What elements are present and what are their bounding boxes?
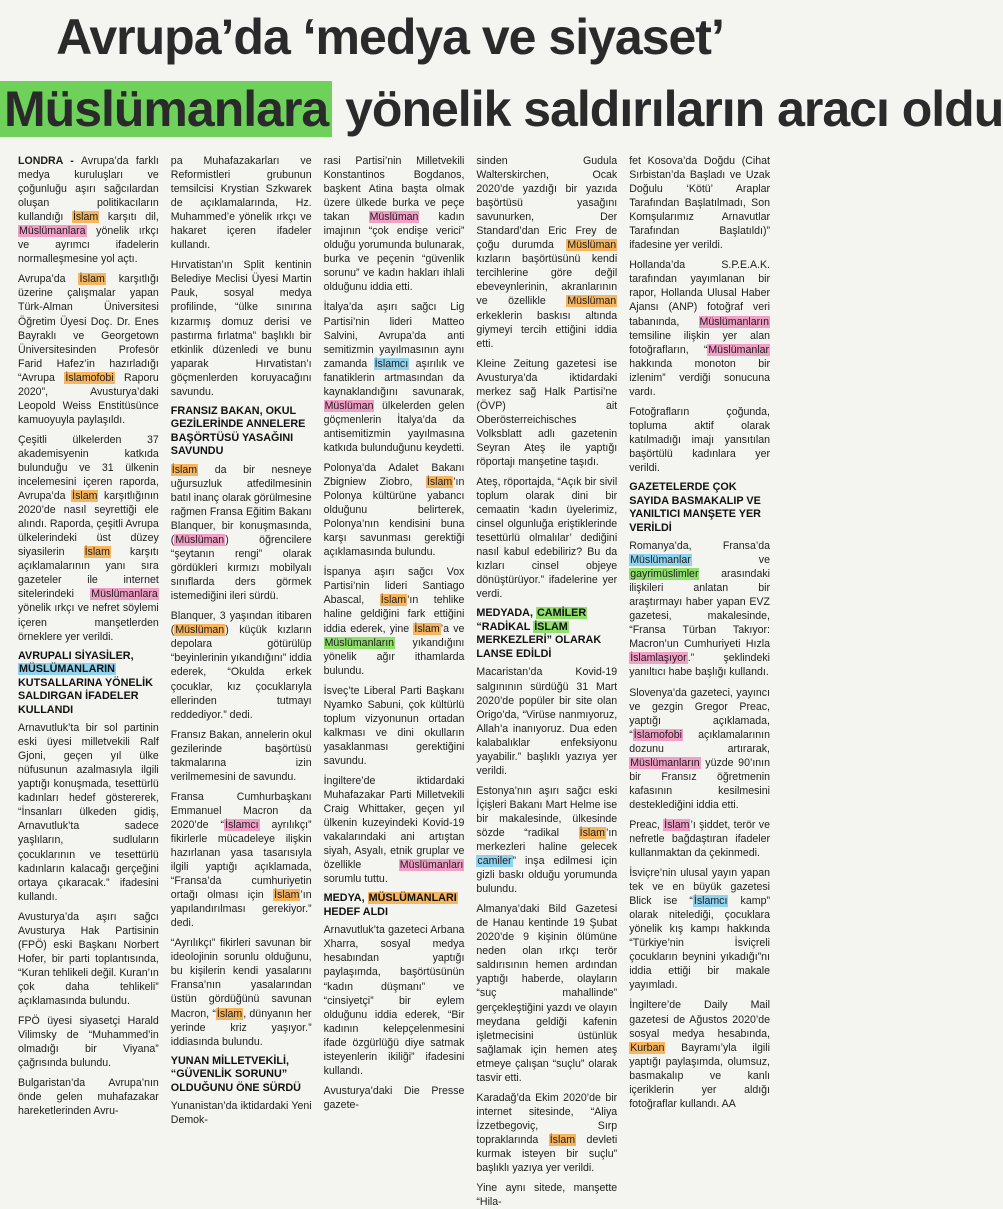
text: sinden Gudula Walterskirchen, Ocak 2020’de yazdığı bir yazıda başörtüsü yasağını savunurken, Der Standard’dan Eric Frey de çoğu durumda	[476, 155, 618, 252]
paragraph	[476, 1091, 617, 1175]
text: kamp” olarak nitelediği, çocuklara yönelik kış kampı hakkında “Türkiye’nin İsviçreli çocukların beynini yıkadığı”nı iddia ettiği bir makale yayımladı.	[629, 895, 770, 992]
paragraph: Macaristan’da Kovid-19 salgınının sürdüğü 31 Mart 2020’de popüler bir site olan Origo’da, “Virüse nanmıyoruz, Allah’a inanıyoruz. Dua eden kalabalıklar enfeksiyonu yayabilir.” başlıklı yazıya yer verildi.	[476, 666, 618, 777]
highlight: İslamofobi	[633, 728, 683, 741]
paragraph	[629, 258, 770, 398]
paragraph: Arnavutluk’ta gazeteci Arbana Xharra, sosyal medya hesabından yaptığı paylaşımda, başörtüsünün “kadın düşmanı” ve “cinsiyetçi” bir eylem olduğunu iddia ederek, “Bir kadının kelepçelenmesini ifade özgürlüğü diye satmak isteyenlerin ikiliği” ifadesini kullandı.	[323, 924, 465, 1077]
paragraph: İsveç’te Liberal Parti Başkanı Nyamko Sabuni, çok kültürlü toplum vizyonunun ortadan kalkması ve dini okulların yasaklanması gerektiğini savundu.	[323, 684, 465, 767]
text: Estonya’nın aşırı sağcı eski İçişleri Bakanı Mart Helme ise bir makalesinde, ülkesinde sözde “radikal	[476, 784, 618, 839]
text: arasındaki ilişkileri anlatan bir araştırmayı haber yapan EVZ gazetesi, makalesinde, “Fransa Türban Takıyor: Macron’un Cumhuriyeti Hızla	[629, 568, 770, 651]
article-columns	[18, 154, 770, 1209]
text: temsiline ilişkin yer alan fotoğrafların, “	[629, 329, 770, 356]
text: Raporu 2020”, Avusturya’daki Leopold Weiss Enstitüsünce kamuoyuyla paylaşıldı.	[18, 371, 159, 426]
headline-line-2	[0, 76, 1003, 144]
highlight: MÜSLÜMANLARI	[368, 892, 457, 905]
highlight: İslam	[380, 594, 407, 607]
column-2	[170, 154, 312, 1127]
text: rasi Partisi’nin Milletvekili Konstantinos Bogdanos, başkent Atina başta olmak üzere ülkede burka ve peçe takan	[323, 155, 465, 224]
highlight: Müslüman	[567, 239, 617, 252]
paragraph: Yunanistan’da iktidardaki Yeni Demok-	[170, 1100, 312, 1127]
highlight: İslamcı	[225, 818, 259, 831]
paragraph	[324, 461, 465, 559]
paragraph: Hırvatistan’ın Split kentinin Belediye Meclisi Üyesi Martin Pauk, sosyal medya profilinde, “ülke sınırına kızarmış domuz derisi ve pastırma fırlatma” başlıklı bir etkinlik düzenledi ve bunu yaparak Hırvatistan’ı göçmenlerden koruyacağını savundu.	[170, 259, 312, 398]
column-3	[323, 154, 465, 1111]
text: sorumlu tuttu.	[323, 873, 388, 886]
paragraph: Avusturya’daki Die Presse gazete-	[323, 1084, 465, 1111]
highlight: Müslüman	[175, 624, 225, 637]
highlight: İSLAM	[534, 620, 568, 633]
subheading	[324, 892, 465, 919]
text: Slovenya’da gazeteci, yayıncı ve gezgin Gregor Preac, yaptığı açıklamada, “	[629, 686, 770, 741]
text: HEDEF ALDI	[323, 905, 388, 918]
text: kadın imajının “çok endişe verici” olduğu yorumunda bulunarak, burka ve peçenin “güvenlik sorunu” ve kadın hakları ihlali olduğunu iddia etti.	[323, 211, 465, 294]
paragraph: pa Muhafazakarları ve Reformistleri grubunun temsilcisi Krystian Szkwarek de açıklamalarında, Hz. Muhammed’e yönelik ırkçı ve hakaret içeren ifadeler kullandı.	[170, 155, 312, 252]
text: devleti kurmak isteyen bir suçlu” başlıklı yazıya yer verildi.	[476, 1133, 618, 1175]
text: erkeklerin baskısı altında giymeyi tercih ettiğini iddia etti.	[476, 309, 618, 350]
highlight: İslam	[171, 463, 198, 476]
highlight: İslamlaşıyor	[630, 652, 687, 665]
text: İsviçre’nin ulusal yayın yapan tek ve en büyük gazetesi Blick ise “	[629, 867, 770, 908]
text: karşıtlığı üzerine çalışmalar yapan Türk-Alman Üniversitesi Öğretim Üyesi Doç. Dr. Enes Bayraklı ve Georgetown Üniversitesinden Profesör Farid Hafez’in hazırladığı “Avrupa	[18, 273, 159, 384]
highlight: Müslümanların	[699, 315, 769, 328]
text: yıkandığını yönelik ağır ithamlarda bulundu.	[323, 636, 465, 677]
paragraph	[629, 818, 770, 860]
paragraph	[324, 774, 465, 886]
paragraph	[171, 790, 312, 930]
highlight: İslam	[84, 546, 110, 559]
paragraph	[18, 154, 159, 266]
highlight: İslam	[274, 889, 300, 902]
paragraph	[18, 433, 159, 644]
paragraph	[324, 154, 465, 294]
paragraph	[629, 686, 770, 812]
highlight: İslam	[579, 826, 605, 839]
highlight: Müslümanların	[324, 636, 395, 649]
text: ) küçük kızların depolara götürülüp “beyinlerinin yıkandığını” iddia ederek, “Okulda erkek çocuklar, kız çocuklarıyla ellerinden tutmayı reddediyor.” dedi.	[170, 624, 312, 721]
highlight: MÜSLÜMANLARIN	[19, 663, 115, 676]
text: İspanya aşırı sağcı Vox Partisi’nin lideri Santiago Abascal,	[323, 566, 465, 607]
paragraph	[171, 463, 312, 603]
text: ayrılıkçı” fikirlerle mücadeleye ilişkin hazırlanan yasa tasarısıyla ilgili yaptığı açıklamada, “Fransa’da cumhuriyetin ortağı olması için	[170, 818, 312, 902]
text: karşıtı dil,	[99, 211, 159, 224]
paragraph	[324, 565, 465, 677]
text: açıklamalarının dozunu artırarak,	[629, 728, 770, 755]
text: Avrupa’da	[18, 273, 79, 286]
text: AVRUPALI SİYASİLER,	[18, 649, 134, 662]
highlight: İslamofobi	[65, 371, 114, 384]
paragraph	[629, 539, 770, 679]
paragraph: Yine aynı sitede, manşette “Hila-	[476, 1182, 618, 1209]
highlight: Müslümanlar	[630, 554, 691, 567]
text: ’ın merkezleri haline gelecek	[476, 826, 618, 854]
text: Karadağ’da Ekim 2020’de bir internet sitesinde, “Aliya İzzetbegoviç, Sırp topraklarında	[476, 1091, 618, 1146]
text: Romanya’da, Fransa’da	[629, 540, 770, 553]
text: aşırılık ve fanatiklerin artmasından da kaynaklandığını savunarak,	[323, 357, 465, 398]
text: Bayramı’yla ilgili yaptığı paylaşımda, olumsuz, basmakalıp ve kanlı içeriklerin yer aldığı fotoğraflar kullandı. AA	[629, 1041, 770, 1110]
column-1	[18, 154, 159, 1118]
paragraph: Kleine Zeitung gazetesi ise Avusturya’da iktidardaki merkez sağ Halk Partisi’ne (ÖVP) ait Oberösterreichisches Volksblatt adlı gazetenin Seyran Ateş ile yaptığı röportajı manşetine taşıdı.	[476, 357, 618, 468]
highlight: gayrimüslimler	[630, 568, 699, 581]
paragraph: Fransız Bakan, annelerin okul gezilerinde başörtüsü takmalarına izin verilmemesini de savundu.	[170, 728, 312, 783]
text: İngiltere’de Daily Mail gazetesi de Ağustos 2020’de sosyal medya hesabında,	[629, 999, 770, 1040]
headline-rest: yönelik saldırıların aracı oldu	[332, 81, 1003, 137]
text: kızların başörtüsünü kendi tercihlerine göre değil ebeveynlerinin, akranlarının ve özellikle	[476, 253, 618, 308]
paragraph	[18, 272, 159, 427]
highlight: Müslüman	[175, 534, 225, 547]
highlight: İslam	[72, 211, 99, 224]
paragraph: Ateş, röportajda, “Açık bir sivil toplum olarak dini bir cemaatin ‘kadın üyelerimiz, cinsel olgunluğa eriştiklerinde tesettürlü olmalılar’ dediğini nasıl kabul edebiliriz? Bu da kızları cinsel objeye dönüştürüyor.” ifadelerine yer verdi.	[476, 476, 618, 601]
column-4	[476, 154, 618, 1209]
text: , dünyanın her yerinde kriz yaşıyor.” iddiasında bulundu.	[170, 1007, 312, 1048]
text: .” şeklindeki yanıltıcı habe başlığı kullandı.	[629, 652, 770, 679]
subheading: GAZETELERDE ÇOK SAYIDA BASMAKALIP VE YANILTICI MANŞETE YER VERİLDİ	[629, 481, 761, 534]
highlight: Müslüman	[369, 211, 419, 224]
text: ’ın Polonya kültürüne yabancı olduğunu belirterek, Polonya’nın kendisini buna karşı savunması gerektiği açıklamasında bulundu.	[323, 476, 465, 559]
text: ’a ve	[440, 622, 465, 635]
text: ’ı şiddet, terör ve nefretle bağdaştıran ifadeler kullanmaktan da çekinmedi.	[629, 818, 770, 860]
subheading	[18, 650, 159, 718]
highlight: Müslümanların	[630, 756, 700, 769]
highlight: Müslümanlar	[708, 343, 769, 356]
text: ’ın tehlike haline geldiğini fark ettiğini iddia ederek, yine	[323, 594, 465, 635]
highlight: camiler	[477, 855, 512, 868]
text: Hollanda’da S.P.E.A.K. tarafından yayımlanan bir rapor, Hollanda Ulusal Haber Ajansı (ANP) fotoğraf veri tabanında,	[629, 259, 770, 328]
paragraph: Bulgaristan’da Avrupa’nın önde gelen muhafazakar hareketlerinden Avru-	[18, 1077, 159, 1118]
text: KUTSALLARINA YÖNELİK SALDIRGAN İFADELER KULLANDI	[18, 676, 153, 716]
highlight: Müslüman	[567, 295, 617, 308]
paragraph	[629, 998, 770, 1110]
headline-highlight: Müslümanlara	[0, 81, 332, 137]
highlight: Müslümanlara	[91, 588, 158, 601]
text: hakkında monoton bir izlenim” verdiği sonucuna vardı.	[629, 357, 770, 398]
highlight: İslamcı	[693, 895, 728, 908]
subheading	[476, 607, 617, 661]
text: Preac,	[629, 818, 664, 831]
text: karşıtı açıklamalarının yanı sıra gazeteler ile internet sitelerindeki	[18, 546, 159, 601]
highlight: İslam	[549, 1133, 576, 1146]
paragraph: Almanya’daki Bild Gazetesi de Hanau kentinde 19 Şubat 2020’de 9 kişinin ölümüne neden olan ırkçı terör saldırısının hemen ardından yaptığı haberde, olayların “suç mahallinde” gerçekleştiğini yazdı ve olayın meydana geldiği kafenin işletmecisini üstünlük sağlamak için hemen ateş etmeye çalışan “suçlu” olarak tasvir etti.	[476, 903, 618, 1084]
paragraph: Arnavutluk’ta bir sol partinin eski üyesi milletvekili Ralf Gjoni, geçen yıl ülke nüfusunun azalmasıyla ilgili yaptığı konuşmada, tesettürlü kadınları hedef göstererek, “İnsanları ülkeden gidiş, Arnavutluk’ta sadece yaşlıların, sudluların çocuklarının ve tesettürlü kadınların kalacağı gerçeğini ortaya çıkaracak.” ifadesini kullandı.	[18, 722, 159, 903]
text: Blanquer, 3 yaşından itibaren (	[170, 610, 312, 637]
highlight: CAMİLER	[536, 607, 587, 620]
subheading: YUNAN MİLLETVEKİLİ, “GÜVENLİK SORUNU” OLDUĞUNU ÖNE SÜRDÜ	[170, 1054, 301, 1094]
highlight: İslam	[664, 818, 690, 831]
paragraph: Fotoğrafların çoğunda, topluma aktif olarak katılmadığı imajı yansıtılan başörtülü kadınlara yer verildi.	[629, 405, 770, 474]
highlight: Müslümanları	[399, 859, 464, 872]
text: Çeşitli ülkelerden 37 akademisyenin katkıda bulunduğu ve 31 ülkenin incelemesini içeren raporda, Avrupa’da	[18, 433, 159, 503]
text: ve	[691, 554, 770, 567]
highlight: Kurban	[630, 1041, 665, 1054]
highlight: Müslümanlara	[19, 225, 86, 238]
text: yönelik ırkçı ve nefret söylemi içeren manşetlerden örneklere yer verildi.	[18, 602, 159, 643]
highlight: İslam	[414, 622, 440, 635]
subheading: FRANSIZ BAKAN, OKUL GEZİLERİNDE ANNELERE BAŞÖRTÜSÜ YASAĞINI SAVUNDU	[170, 404, 306, 458]
highlight: İslam	[72, 490, 98, 503]
text: Polonya’da Adalet Bakanı Zbigniew Ziobro,	[323, 461, 465, 489]
text: da bir nesneye uğursuzluk atfedilmesinin batıl inanç olarak görülmesine rağmen Fransa Eğitim Bakanı Blanquer, bir konuşmasında, (	[170, 463, 312, 547]
text: MEDYADA,	[476, 607, 536, 620]
highlight: Müslüman	[324, 399, 374, 412]
text: Fransa Cumhurbaşkanı Emmanuel Macron da 2020’de “	[170, 790, 312, 831]
paragraph	[476, 154, 617, 351]
text: MEDYA,	[323, 892, 368, 905]
text: İtalya’da aşırı sağcı Lig Partisi’nin lideri Matteo Salvini, Avrupa’da anti semitizmin yayılmasının aynı zamanda	[323, 301, 465, 370]
text: yüzde 90’ının bir Fransız öğretmenin kafasının kesilmesini desteklediğini iddia etti.	[629, 756, 770, 811]
paragraph: Avusturya’da aşırı sağcı Avusturya Hak Partisinin (FPÖ) eski Başkanı Norbert Hofer, bir parti toplantısında, “Kuran tehlikeli değil. Kuran’ın çok daha tehlikeli” açıklamasında bulundu.	[18, 910, 159, 1007]
paragraph	[171, 936, 312, 1048]
text: “Ayrılıkçı” fikirleri savunan bir ideolojinin sorunlu olduğunu, bu kişilerin kendi yasalarını Fransa’nın yasalarından üstün gördüğünü savunan Macron, “	[170, 937, 312, 1020]
paragraph	[171, 609, 312, 721]
text: Avrupa’da farklı medya kuruluşları ve çoğunluğu aşırı sağcılardan oluşan politikacıların kullandığı	[18, 155, 159, 224]
text: ) öğrencilere “şeytanın rengi” olarak gördükleri kırmızı mobilyalı sınıflarda ders görmek istemediğini ileri sürdü.	[170, 534, 312, 603]
text: “RADİKAL	[476, 620, 534, 633]
highlight: İslam	[216, 1007, 243, 1020]
text: yönelik ırkçı ve ayrımcı ifadelerin normalleşmesine yol açtı.	[18, 225, 159, 266]
text: ” inşa edilmesi için gizli baskı olduğu yorumunda bulundu.	[476, 855, 618, 896]
highlight: İslamcı	[374, 357, 409, 370]
text: MERKEZLERİ” OLARAK LANSE EDİLDİ	[476, 634, 602, 660]
headline-line-1: Avrupa’da ‘medya ve siyaset’	[56, 9, 724, 65]
column-5	[629, 154, 770, 1110]
text: İngiltere’de iktidardaki Muhafazakar Parti Milletvekili Craig Whittaker, geçen yıl ülkenin kuzeyindeki Kovid-19 vakalarındaki ani artıştan siyah, Asyalı, etnik gruplar ve özellikle	[323, 774, 465, 872]
highlight: İslam	[426, 476, 453, 489]
text: ülkelerden gelen göçmenlerin İtalya’da da antisemitizmin yayılmasına katkıda bulunduğunu keydetti.	[323, 399, 465, 454]
paragraph: fet Kosova’da Doğdu (Cihat Sırbistan’da Başladı ve Uzak Doğulu ‘Kötü’ Araplar Tarafından Başlatılmadı, Son Komşularımız Arnavutlar Tarafından Başlatıldı)” ifadesine yer verildi.	[629, 155, 770, 252]
paragraph	[324, 300, 465, 455]
text: ’ın yapılandırılması gerekiyor.” dedi.	[170, 889, 312, 930]
highlight: İslam	[79, 273, 105, 286]
paragraph	[476, 784, 617, 896]
text: karşıtlığının 2020’de nasıl seyrettiği ele alındı. Raporda, çeşitli Avrupa ülkelerindeki üst düzey siyasilerin	[18, 490, 159, 559]
paragraph: FPÖ üyesi siyasetçi Harald Vilimsky de “Muhammed’in olmadığı bir Viyana” çağrısında bulundu.	[18, 1015, 159, 1070]
paragraph	[629, 866, 770, 992]
dateline: LONDRA -	[18, 155, 82, 167]
